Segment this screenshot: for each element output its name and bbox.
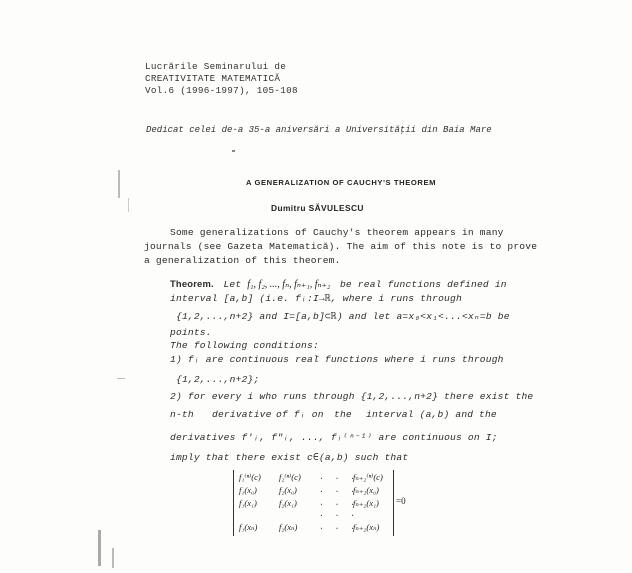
scan-artifact: [118, 170, 120, 198]
theorem-label: Theorem.: [170, 278, 214, 289]
intro-line-1: Some generalizations of Cauchy's theorem appears in many: [170, 227, 504, 238]
determinant-equals: =0: [396, 496, 406, 506]
det-cell: f₁(x₀): [239, 485, 257, 495]
intro-line-3: a generalization of this theorem.: [144, 255, 341, 266]
condition-2-derivatives: derivatives f′ᵢ, f″ᵢ, ..., fᵢ⁽ⁿ⁻¹⁾ are continuous on I;: [170, 432, 498, 443]
det-cell: fₙ₊₂(xₙ): [353, 522, 380, 532]
scan-artifact: [117, 378, 125, 379]
theorem-let: Let: [223, 279, 248, 290]
condition-2-cont-b: derivative: [212, 409, 272, 420]
theorem-line-5: The following conditions:: [170, 340, 319, 351]
scan-artifact: [98, 530, 101, 566]
det-cell: f₁⁽ⁿ⁾(c): [239, 472, 261, 482]
theorem-line-2: interval [a,b] (i.e. fᵢ:I→ℝ, where i runs through: [170, 293, 462, 304]
journal-name: Lucrările Seminarului de: [145, 61, 287, 72]
condition-2-cont-d: the: [334, 409, 352, 420]
dedication: Dedicat celei de-a 35-a aniversări a Universităţii din Baia Mare: [146, 125, 492, 135]
determinant-left-bar: [233, 470, 234, 536]
determinant: [233, 470, 393, 536]
condition-1-set: {1,2,...,n+2};: [176, 374, 260, 385]
det-dots: . . .: [319, 473, 359, 482]
condition-1: 1) fᵢ are continuous real functions where i runs through: [170, 354, 504, 365]
theorem-line-4: points.: [170, 327, 212, 338]
scan-artifact: [112, 548, 114, 568]
scan-artifact: [128, 198, 129, 212]
condition-2: 2) for every i who runs through {1,2,...,n+2} there exist the: [170, 391, 534, 402]
intro-line-2: journals (see Gazeta Matematică). The aim of this note is to prove: [144, 241, 538, 252]
scan-artifact: [232, 150, 235, 152]
det-cell: fₙ₊₂(x₁): [353, 498, 379, 508]
theorem-line-3: {1,2,...,n+2} and I=[a,b]⊂ℝ) and let a=x₀<x₁<...<xₙ=b be: [176, 311, 510, 322]
theorem-functions: f₁, f₂, ..., fₙ, fₙ₊₁, fₙ₊₂: [247, 279, 331, 290]
theorem-defined: be real functions defined in: [339, 279, 507, 290]
condition-2-cont-e: interval (a,b) and: [366, 409, 474, 420]
det-cell: fₙ₊₂⁽ⁿ⁾(c): [353, 472, 383, 482]
journal-volume: Vol.6 (1996-1997), 105-108: [145, 85, 298, 96]
journal-subtitle: CREATIVITATE MATEMATICĂ: [145, 73, 281, 84]
condition-2-cont-c: of fᵢ on: [276, 409, 324, 420]
det-dots: . . .: [319, 486, 359, 495]
condition-2-cont-f: the: [479, 409, 497, 420]
det-dots: . . .: [319, 523, 359, 532]
author-name: Dumitru SĂVULESCU: [271, 203, 364, 213]
det-cell: f₁(xₙ): [239, 522, 258, 532]
det-dots: . . .: [319, 510, 359, 519]
determinant-right-bar: [393, 470, 394, 536]
det-dots: . . .: [319, 499, 359, 508]
det-cell: f₂(x₁): [279, 498, 297, 508]
det-cell: f₁(x₁): [239, 498, 257, 508]
det-cell: fₙ₊₂(x₀): [353, 485, 379, 495]
det-cell: f₂(x₀): [279, 485, 297, 495]
paper-title: A GENERALIZATION OF CAUCHY'S THEOREM: [246, 178, 437, 187]
theorem-line-1: [170, 272, 507, 291]
conclusion-intro: imply that there exist c∈(a,b) such that: [170, 452, 409, 463]
det-cell: f₂⁽ⁿ⁾(c): [279, 472, 301, 482]
condition-2-cont-a: n-th: [170, 409, 194, 420]
det-cell: f₂(xₙ): [279, 522, 298, 532]
